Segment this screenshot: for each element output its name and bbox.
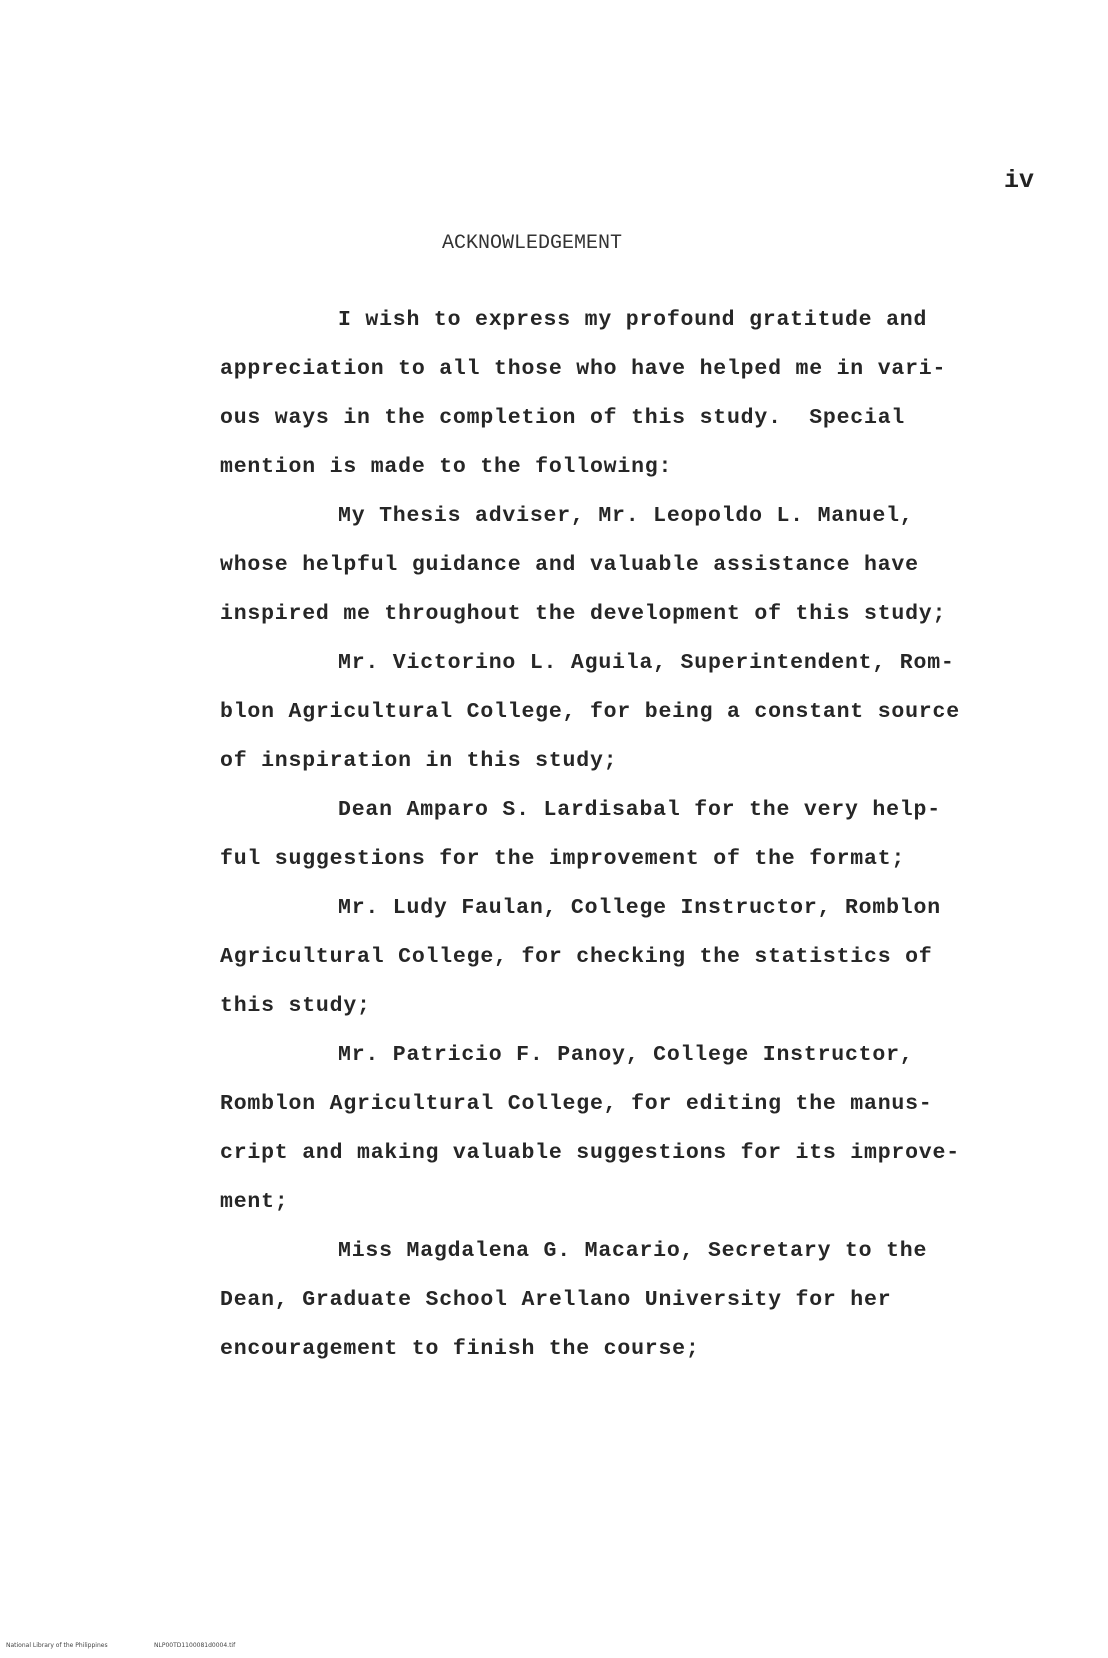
paragraph-line: cript and making valuable suggestions for its improve-	[220, 1141, 960, 1165]
paragraph-line: inspired me throughout the development of this study;	[220, 602, 947, 626]
paragraph-line: Miss Magdalena G. Macario, Secretary to the	[338, 1239, 928, 1263]
paragraph-line: whose helpful guidance and valuable assistance have	[220, 553, 919, 577]
paragraph-line: Dean Amparo S. Lardisabal for the very help-	[338, 798, 941, 822]
paragraph-line: Dean, Graduate School Arellano University for her	[220, 1288, 892, 1312]
paragraph-line: ment;	[220, 1190, 289, 1214]
paragraph-line: ful suggestions for the improvement of the format;	[220, 847, 906, 871]
paragraph-line: appreciation to all those who have helped me in vari-	[220, 357, 947, 381]
paragraph-line: Romblon Agricultural College, for editing the manus-	[220, 1092, 933, 1116]
paragraph-line: Agricultural College, for checking the statistics of	[220, 945, 933, 969]
paragraph-line: Mr. Victorino L. Aguila, Superintendent, Rom-	[338, 651, 955, 675]
acknowledgement-body	[220, 296, 1040, 1374]
paragraph-line: encouragement to finish the course;	[220, 1337, 700, 1361]
paragraph-line: of inspiration in this study;	[220, 749, 618, 773]
page-number: iv	[1004, 166, 1035, 195]
paragraph-line: ous ways in the completion of this study. Special	[220, 406, 906, 430]
paragraph-line: mention is made to the following:	[220, 455, 673, 479]
paragraph-line: this study;	[220, 994, 371, 1018]
paragraph-line: Mr. Ludy Faulan, College Instructor, Romblon	[338, 896, 941, 920]
footer-library-name: National Library of the Philippines	[6, 1642, 108, 1649]
page-title: ACKNOWLEDGEMENT	[442, 232, 623, 255]
paragraph-line: My Thesis adviser, Mr. Leopoldo L. Manuel,	[338, 504, 914, 528]
footer-file-id: NLP00TD1100081d0004.tif	[154, 1642, 236, 1649]
paragraph-line: I wish to express my profound gratitude and	[338, 308, 928, 332]
paragraph-line: Mr. Patricio F. Panoy, College Instructor,	[338, 1043, 914, 1067]
paragraph-line: blon Agricultural College, for being a constant source	[220, 700, 960, 724]
